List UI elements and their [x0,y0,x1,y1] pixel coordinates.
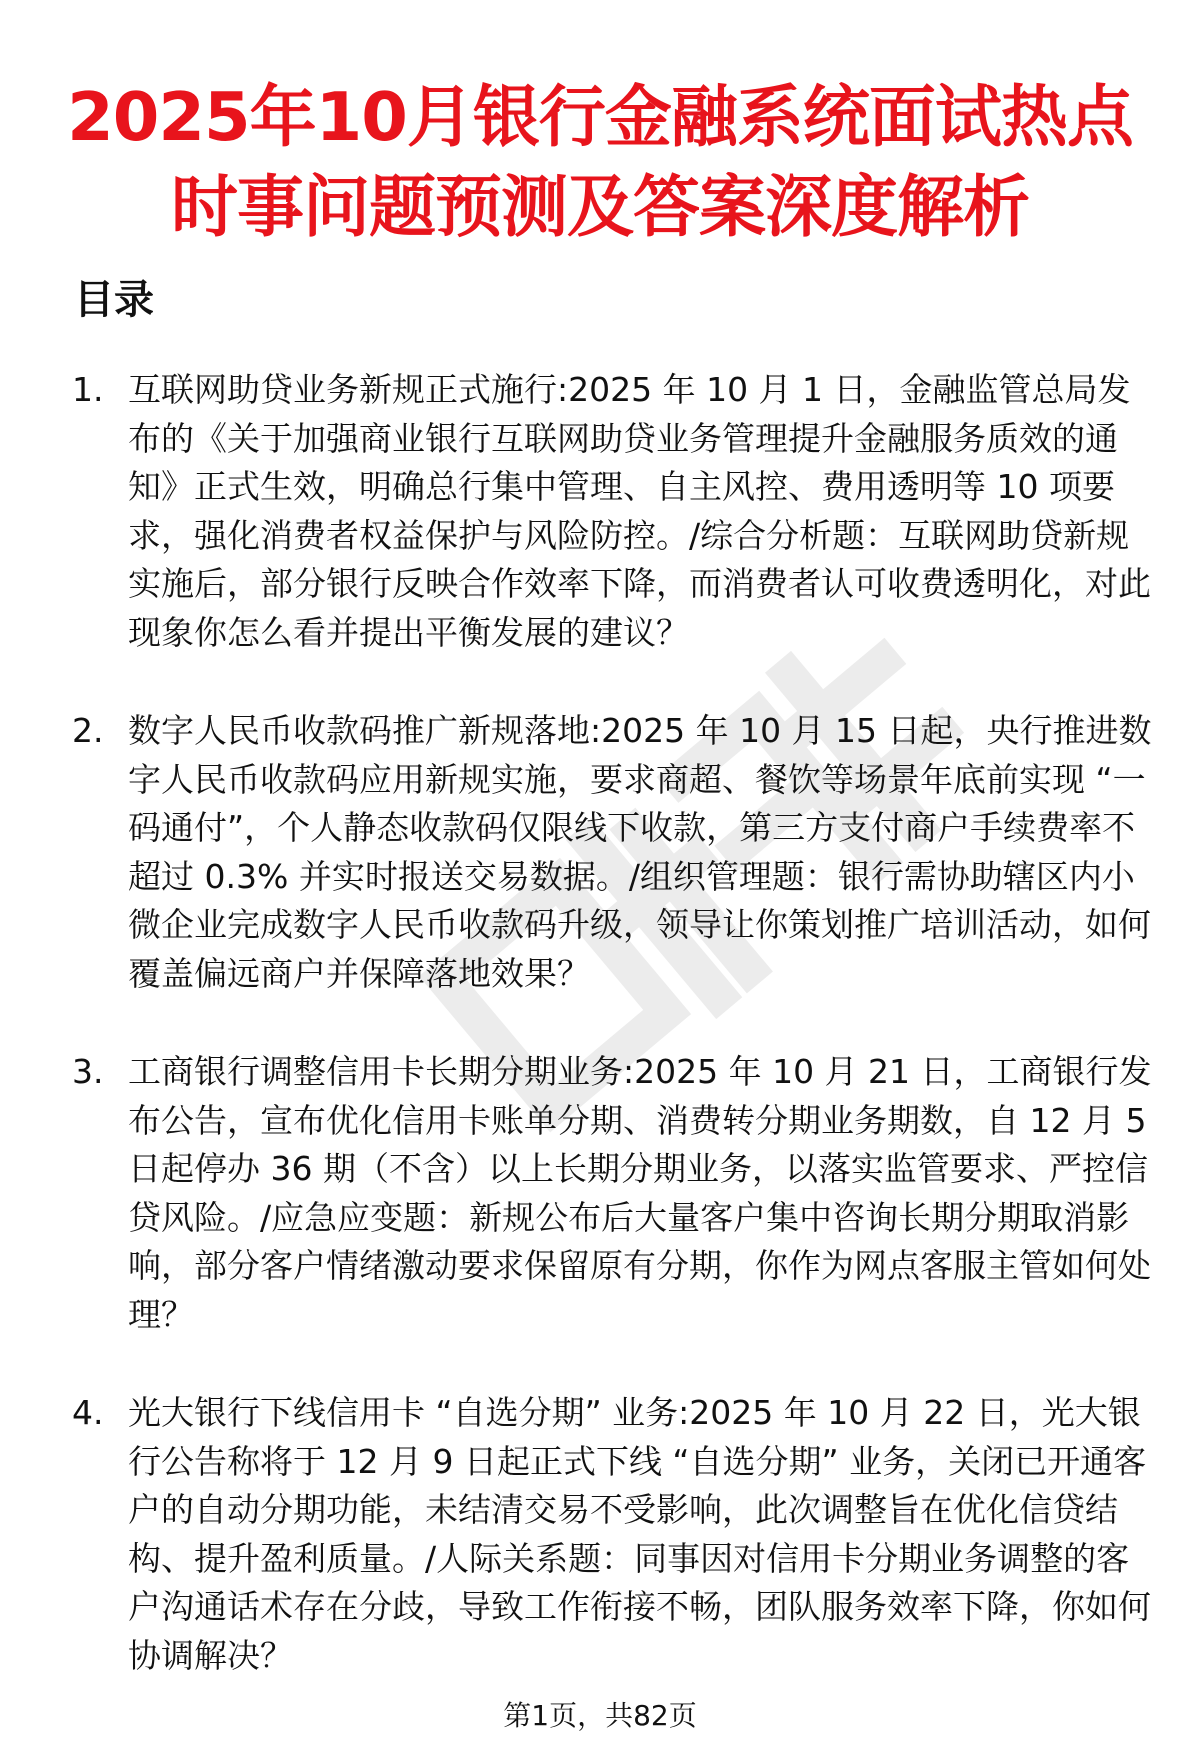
toc-item-number: 4. [72,1393,104,1432]
toc-heading: 目录 [74,277,154,323]
toc-item-text: 数字人民币收款码推广新规落地:2025 年 10 月 15 日起，央行推进数字人民币收款码应用新规实施，要求商超、餐饮等场景年底前实现 “一码通付”，个人静态收款码仅限线下收款，第三方支付商户手续费率不超过 0.3% 并实时报送交易数据。/组织管理题：银行需协助辖区内小微企业完成数字人民币收款码升级，领导让你策划推广培训活动，如何覆盖偏远商户并保障落地效果？ [128,711,1152,993]
title-line-1: 2025年10月银行金融系统面试热点 [67,78,1133,156]
toc-item-text: 互联网助贷业务新规正式施行:2025 年 10 月 1 日，金融监管总局发布的《关于加强商业银行互联网助贷业务管理提升金融服务质效的通知》正式生效，明确总行集中管理、自主风控、费用透明等 10 项要求，强化消费者权益保护与风险防控。/综合分析题：互联网助贷新规实施后，部分银行反映合作效率下降，而消费者认可收费透明化，对此现象你怎么看并提出平衡发展的建议？ [128,370,1151,652]
toc-item-1 [72,366,1158,657]
toc-item-text: 光大银行下线信用卡 “自选分期” 业务:2025 年 10 月 22 日，光大银行公告称将于 12 月 9 日起正式下线 “自选分期” 业务，关闭已开通客户的自动分期功能，未结清交易不受影响，此次调整旨在优化信贷结构、提升盈利质量。/人际关系题：同事因对信用卡分期业务调整的客户沟通话术存在分歧，导致工作衔接不畅，团队服务效率下降，你如何协调解决？ [128,1393,1151,1675]
toc-item-2 [72,707,1158,998]
toc-item-text: 工商银行调整信用卡长期分期业务:2025 年 10 月 21 日，工商银行发布公告，宣布优化信用卡账单分期、消费转分期业务期数，自 12 月 5 日起停办 36 期（不含）以上长期分期业务，以落实监管要求、严控信贷风险。/应急应变题：新规公布后大量客户集中咨询长期分期取消影响，部分客户情绪激动要求保留原有分期，你作为网点客服主管如何处理？ [128,1052,1152,1334]
page-title [0,72,1200,252]
toc-list [72,366,1158,1730]
toc-item-4 [72,1389,1158,1680]
page-number-footer: 第1页，共82页 [503,1699,697,1732]
toc-item-number: 3. [72,1052,104,1091]
toc-item-3 [72,1048,1158,1339]
title-line-2: 时事问题预测及答案深度解析 [171,168,1029,246]
toc-item-number: 1. [72,370,104,409]
toc-item-number: 2. [72,711,104,750]
